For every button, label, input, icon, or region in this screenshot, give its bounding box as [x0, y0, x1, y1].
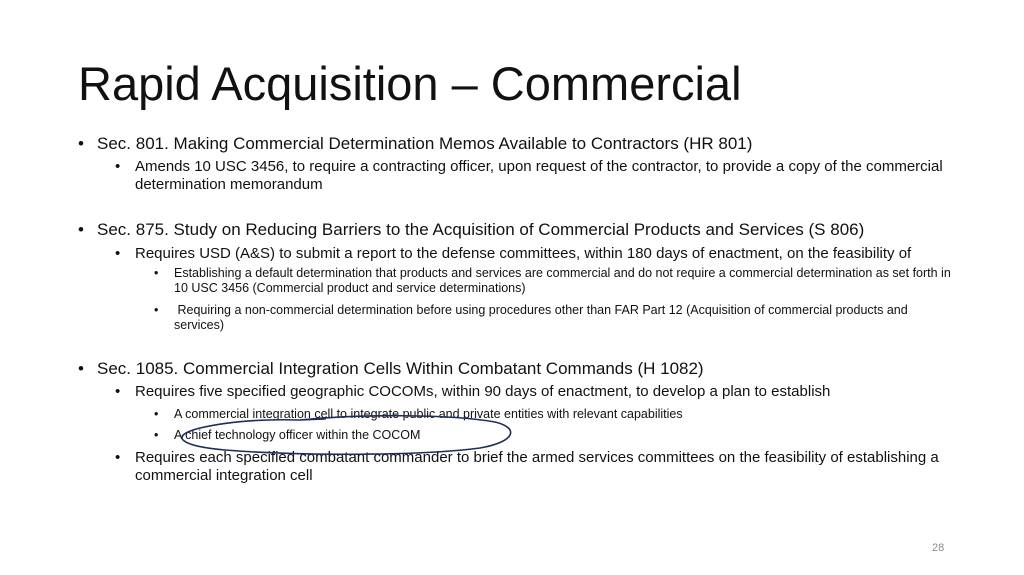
bullet-item: • Amends 10 USC 3456, to require a contracting officer, upon request of the contractor, to provide a copy of the commercial determination memorandum — [78, 158, 958, 194]
section-heading-801: • Sec. 801. Making Commercial Determination Memos Available to Contractors (HR 801) — [78, 134, 958, 154]
bullet-list — [78, 134, 958, 485]
sub-bullet-item: • A chief technology officer within the COCOM — [78, 428, 958, 443]
bullet-item: • Requires five specified geographic COCOMs, within 90 days of enactment, to develop a plan to establish — [78, 383, 958, 401]
bullet-item: • Requires each specified combatant commander to brief the armed services committees on the feasibility of establishing a commercial integration cell — [78, 449, 958, 485]
sub-bullet-item: • Establishing a default determination that products and services are commercial and do not require a commercial determination as set forth in 10 USC 3456 (Commercial product and service determinations) — [78, 266, 958, 296]
sub-bullet-item: • Requiring a non-commercial determination before using procedures other than FAR Part 12 (Acquisition of commercial products and services) — [78, 303, 958, 333]
section-heading-875: • Sec. 875. Study on Reducing Barriers to the Acquisition of Commercial Products and Services (S 806) — [78, 220, 958, 240]
page-number: 28 — [932, 542, 945, 554]
bullet-item: • Requires USD (A&S) to submit a report to the defense committees, within 180 days of enactment, on the feasibility of — [78, 245, 958, 263]
section-heading-1085: • Sec. 1085. Commercial Integration Cells Within Combatant Commands (H 1082) — [78, 359, 958, 379]
slide-title: Rapid Acquisition – Commercial — [78, 57, 742, 110]
sub-bullet-item: • A commercial integration cell to integrate public and private entities with relevant capabilities — [78, 407, 958, 422]
